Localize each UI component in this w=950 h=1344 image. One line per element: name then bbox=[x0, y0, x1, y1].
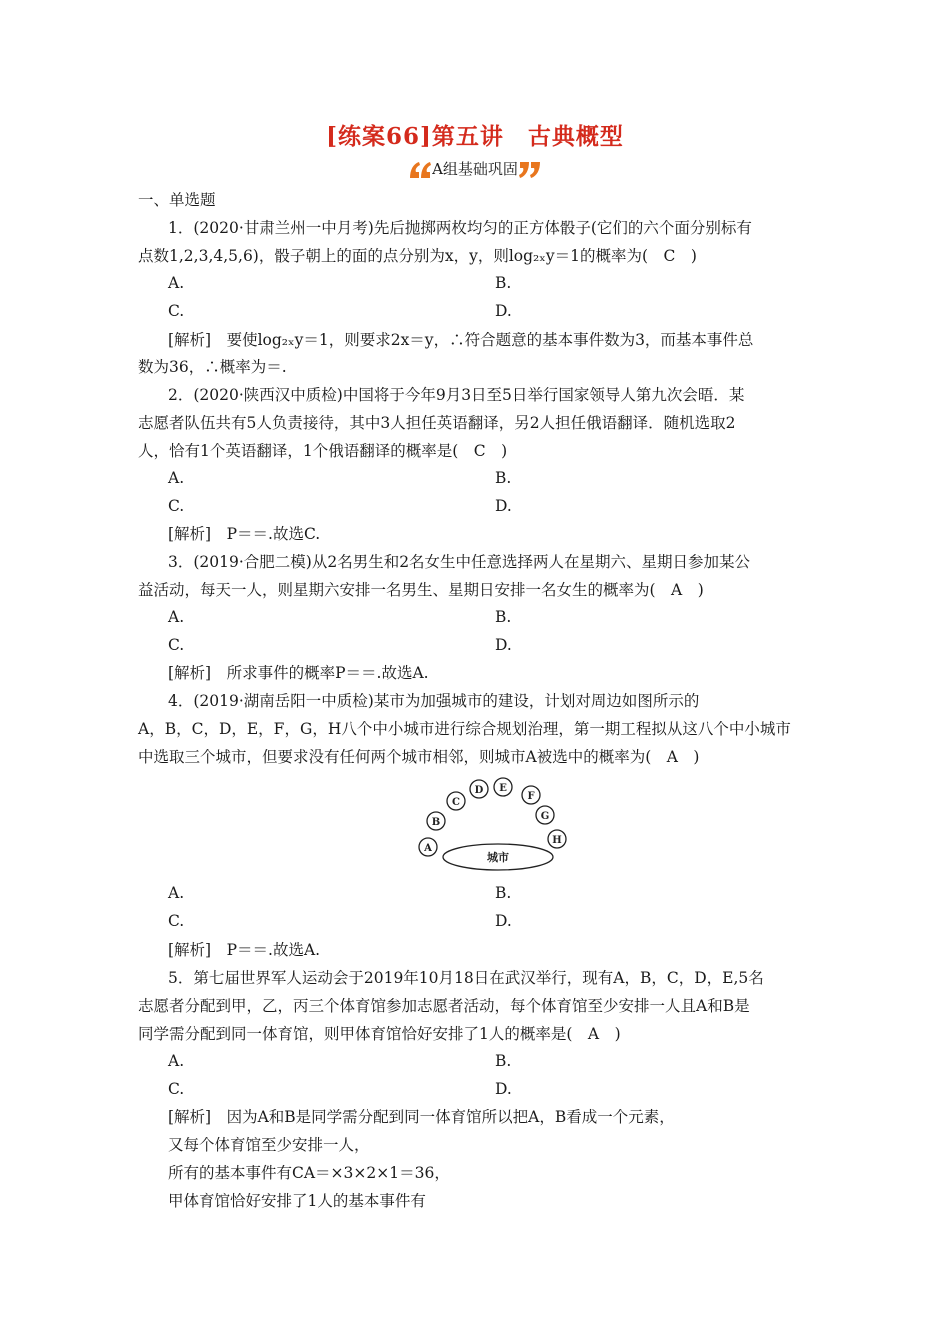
q2-option-a: A. bbox=[168, 469, 185, 487]
city-node-label-h: H bbox=[552, 835, 562, 846]
q4-option-c: C. bbox=[168, 912, 185, 930]
q4-option-d: D. bbox=[495, 912, 512, 930]
q5-option-d: D. bbox=[495, 1080, 512, 1098]
q5-line2: 志愿者分配到甲，乙，丙三个体育馆参加志愿者活动，每个体育馆至少安排一人且A和B是 bbox=[138, 997, 750, 1015]
q5-solution-line1: [解析] 因为A和B是同学需分配到同一体育馆所以把A，B看成一个元素， bbox=[168, 1108, 675, 1126]
q1-option-d: D. bbox=[495, 302, 512, 320]
city-node-label-b: B bbox=[431, 817, 441, 828]
q2-option-d: D. bbox=[495, 497, 512, 515]
q5-option-c: C. bbox=[168, 1080, 185, 1098]
q2-option-c: C. bbox=[168, 497, 185, 515]
q1-line2: 点数1,2,3,4,5,6)，骰子朝上的面的点分别为x，y，则log₂ₓy＝1的概率为( C ) bbox=[138, 247, 697, 265]
page-title: [练案66]第五讲 古典概型 bbox=[326, 123, 624, 150]
q2-line3: 人，恰有1个英语翻译，1个俄语翻译的概率是( C ) bbox=[138, 442, 508, 460]
q5-solution-line4: 甲体育馆恰好安排了1人的基本事件有 bbox=[168, 1192, 426, 1210]
section-subtitle bbox=[0, 158, 950, 180]
q3-option-b: B. bbox=[495, 608, 512, 626]
q3-option-d: D. bbox=[495, 636, 512, 654]
section-heading: 一、单选题 bbox=[138, 191, 216, 209]
q5-solution-line2: 又每个体育馆至少安排一人， bbox=[168, 1136, 370, 1154]
city-label: 城市 bbox=[487, 851, 509, 864]
city-node-label-a: A bbox=[424, 843, 432, 854]
q3-line2: 益活动，每天一人，则星期六安排一名男生、星期日安排一名女生的概率为( A ) bbox=[138, 581, 704, 599]
subtitle-text: A组基础巩固 bbox=[432, 160, 518, 178]
q3-option-a: A. bbox=[168, 608, 185, 626]
q4-option-b: B. bbox=[495, 884, 512, 902]
q2-option-b: B. bbox=[495, 469, 512, 487]
city-node-label-f: F bbox=[527, 791, 535, 802]
q5-option-a: A. bbox=[168, 1052, 185, 1070]
q1-line1: 1．(2020·甘肃兰州一中月考)先后抛掷两枚均匀的正方体骰子(它们的六个面分别标有 bbox=[168, 219, 752, 237]
q1-solution-line1: [解析] 要使log₂ₓy＝1，则要求2x＝y，∴符合题意的基本事件数为3，而基本事件总 bbox=[168, 331, 754, 349]
q5-solution-line3: 所有的基本事件有CA＝×3×2×1＝36， bbox=[168, 1164, 450, 1182]
city-node-label-g: G bbox=[540, 811, 550, 822]
q1-solution-line2: 数为36，∴概率为＝. bbox=[138, 358, 287, 376]
city-node-label-c: C bbox=[452, 797, 460, 808]
city-node-label-d: D bbox=[474, 785, 484, 796]
q5-line1: 5．第七届世界军人运动会于2019年10月18日在武汉举行，现有A，B，C，D，E,5名 bbox=[168, 969, 764, 987]
q4-line2: A，B，C，D，E，F，G，H八个中小城市进行综合规划治理，第一期工程拟从这八个中小城市 bbox=[138, 720, 791, 738]
q4-option-a: A. bbox=[168, 884, 185, 902]
quote-open-icon bbox=[408, 160, 432, 180]
q3-solution: [解析] 所求事件的概率P＝＝.故选A. bbox=[168, 664, 429, 682]
q2-line1: 2．(2020·陕西汉中质检)中国将于今年9月3日至5日举行国家领导人第九次会晤．某 bbox=[168, 386, 745, 404]
q1-option-c: C. bbox=[168, 302, 185, 320]
city-node-label-e: E bbox=[499, 783, 507, 794]
q1-option-a: A. bbox=[168, 274, 185, 292]
city-figure bbox=[410, 775, 580, 875]
q4-line1: 4．(2019·湖南岳阳一中质检)某市为加强城市的建设，计划对周边如图所示的 bbox=[168, 692, 700, 710]
q2-solution: [解析] P＝＝.故选C. bbox=[168, 525, 321, 543]
q3-option-c: C. bbox=[168, 636, 185, 654]
quote-close-icon bbox=[518, 160, 542, 180]
q5-option-b: B. bbox=[495, 1052, 512, 1070]
q2-line2: 志愿者队伍共有5人负责接待，其中3人担任英语翻译，另2人担任俄语翻译．随机选取2 bbox=[138, 414, 736, 432]
q1-option-b: B. bbox=[495, 274, 512, 292]
q5-line3: 同学需分配到同一体育馆，则甲体育馆恰好安排了1人的概率是( A ) bbox=[138, 1025, 621, 1043]
q4-line3: 中选取三个城市，但要求没有任何两个城市相邻，则城市A被选中的概率为( A ) bbox=[138, 748, 700, 766]
q3-line1: 3．(2019·合肥二模)从2名男生和2名女生中任意选择两人在星期六、星期日参加某公 bbox=[168, 553, 751, 571]
q4-solution: [解析] P＝＝.故选A. bbox=[168, 941, 321, 959]
